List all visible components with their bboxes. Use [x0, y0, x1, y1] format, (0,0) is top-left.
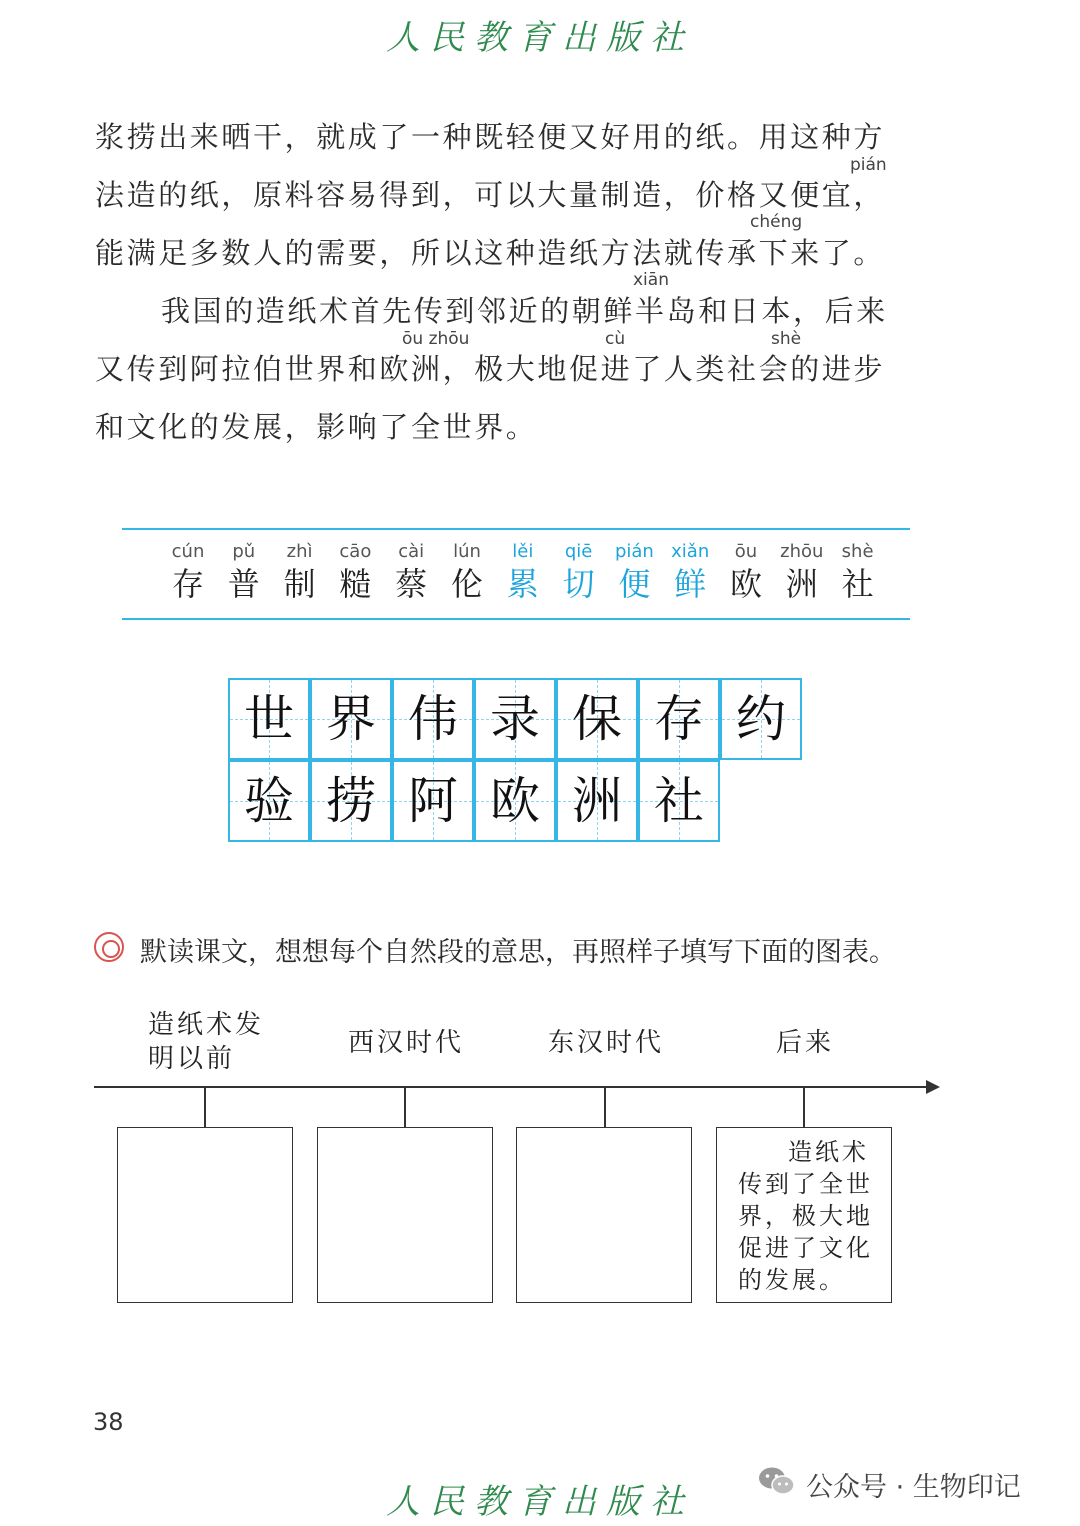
timeline-arrow	[926, 1080, 940, 1094]
vocab-char: 糙	[339, 565, 372, 603]
exercise-icon	[94, 932, 124, 962]
timeline-axis	[94, 1086, 932, 1088]
vocab-pinyin: lěi	[512, 541, 534, 562]
vocab-pinyin: lún	[453, 541, 481, 562]
vocab-item	[662, 540, 718, 604]
grid-char: 伟	[408, 690, 458, 748]
grid-char: 社	[654, 772, 704, 830]
text-line: 又传到阿拉伯世界和欧洲，极大地促进了人类社会的进步	[95, 352, 886, 386]
vocab-char: 蔡	[395, 565, 428, 603]
grid-cell	[310, 678, 392, 760]
grid-char: 世	[244, 690, 294, 748]
publisher-header: 人民教育出版社	[386, 18, 694, 58]
era-label: 造纸术发明以前	[148, 1010, 265, 1074]
text-line: 法造的纸，原料容易得到，可以大量制造，价格又便宜，	[95, 178, 886, 212]
grid-char: 捞	[326, 772, 376, 830]
text-line: 能满足多数人的需要，所以这种造纸方法就传承下来了。	[95, 236, 886, 270]
vocab-item	[606, 540, 662, 604]
vocab-char: 欧	[729, 565, 762, 603]
vocab-item	[160, 540, 216, 604]
watermark-text: 公众号 · 生物印记	[806, 1472, 1021, 1503]
example-answer: 造纸术传到了全世界，极大地促进了文化的发展。	[738, 1138, 873, 1294]
pinyin-annotation: cù	[605, 329, 626, 349]
vocab-char: 切	[562, 565, 595, 603]
grid-char: 阿	[408, 772, 458, 830]
pinyin-annotation: chéng	[750, 212, 803, 232]
vocab-char: 社	[841, 565, 874, 603]
vocab-pinyin: pǔ	[232, 541, 256, 562]
vocab-pinyin: qiē	[564, 541, 593, 562]
text-line: 浆捞出来晒干，就成了一种既轻便又好用的纸。用这种方	[95, 120, 886, 154]
answer-box-2[interactable]	[317, 1127, 493, 1303]
answer-box-1[interactable]	[117, 1127, 293, 1303]
grid-cell	[310, 760, 392, 842]
vocab-pinyin: cāo	[339, 541, 372, 562]
vocab-pinyin: cài	[398, 541, 425, 562]
vocab-item	[830, 540, 886, 604]
vocab-bottom-rule	[122, 618, 910, 620]
era-label: 后来	[776, 1028, 835, 1058]
era-label: 东汉时代	[548, 1028, 665, 1058]
vocab-item	[718, 540, 774, 604]
vocab-pinyin: zhōu	[780, 541, 824, 562]
vocab-item	[272, 540, 328, 604]
pinyin-annotation: xiān	[633, 270, 669, 290]
grid-cell	[638, 760, 720, 842]
grid-cell	[228, 760, 310, 842]
vocab-item	[327, 540, 383, 604]
vocab-char: 洲	[785, 565, 818, 603]
pinyin-annotation: ōu zhōu	[402, 329, 470, 349]
vocab-item	[495, 540, 551, 604]
publisher-footer: 人民教育出版社	[386, 1482, 694, 1522]
text-line: 我国的造纸术首先传到邻近的朝鲜半岛和日本，后来	[161, 294, 888, 328]
grid-cell	[556, 678, 638, 760]
vocab-item	[383, 540, 439, 604]
grid-cell	[556, 760, 638, 842]
vocab-list	[160, 540, 890, 610]
vocab-pinyin: shè	[841, 541, 874, 562]
pinyin-annotation: shè	[771, 329, 802, 349]
grid-char: 保	[572, 690, 622, 748]
vocab-char: 伦	[450, 565, 483, 603]
vocab-item	[216, 540, 272, 604]
timeline-tick	[604, 1088, 606, 1128]
grid-char: 洲	[572, 772, 622, 830]
vocab-char: 制	[283, 565, 316, 603]
vocab-item	[439, 540, 495, 604]
timeline-tick	[803, 1088, 805, 1128]
vocab-char: 鲜	[674, 565, 707, 603]
page-number: 38	[93, 1408, 124, 1436]
grid-char: 录	[490, 690, 540, 748]
grid-cell	[392, 678, 474, 760]
vocab-top-rule	[122, 528, 910, 530]
grid-char: 验	[244, 772, 294, 830]
vocab-pinyin: xiǎn	[671, 541, 710, 562]
grid-cell	[720, 678, 802, 760]
grid-cell	[392, 760, 474, 842]
era-label: 西汉时代	[348, 1028, 465, 1058]
vocab-char: 普	[227, 565, 260, 603]
answer-box-3[interactable]	[516, 1127, 692, 1303]
vocab-pinyin: zhì	[286, 541, 313, 562]
grid-char: 存	[654, 690, 704, 748]
exercise-instruction: 默读课文，想想每个自然段的意思，再照样子填写下面的图表。	[140, 937, 896, 968]
timeline-tick	[204, 1088, 206, 1128]
vocab-pinyin: cún	[171, 541, 205, 562]
vocab-char: 便	[618, 565, 651, 603]
grid-char: 约	[736, 690, 786, 748]
vocab-pinyin: pián	[614, 541, 654, 562]
vocab-item	[551, 540, 607, 604]
vocab-item	[774, 540, 830, 604]
vocab-pinyin: ōu	[734, 541, 758, 562]
vocab-char: 累	[506, 565, 539, 603]
vocab-char: 存	[171, 565, 204, 603]
grid-cell	[474, 760, 556, 842]
grid-char: 界	[326, 690, 376, 748]
grid-cell	[228, 678, 310, 760]
grid-cell	[474, 678, 556, 760]
text-line: 和文化的发展，影响了全世界。	[95, 410, 538, 444]
grid-cell	[638, 678, 720, 760]
pinyin-annotation: pián	[850, 155, 887, 175]
grid-char: 欧	[490, 772, 540, 830]
wechat-icon	[758, 1466, 796, 1496]
timeline-tick	[404, 1088, 406, 1128]
